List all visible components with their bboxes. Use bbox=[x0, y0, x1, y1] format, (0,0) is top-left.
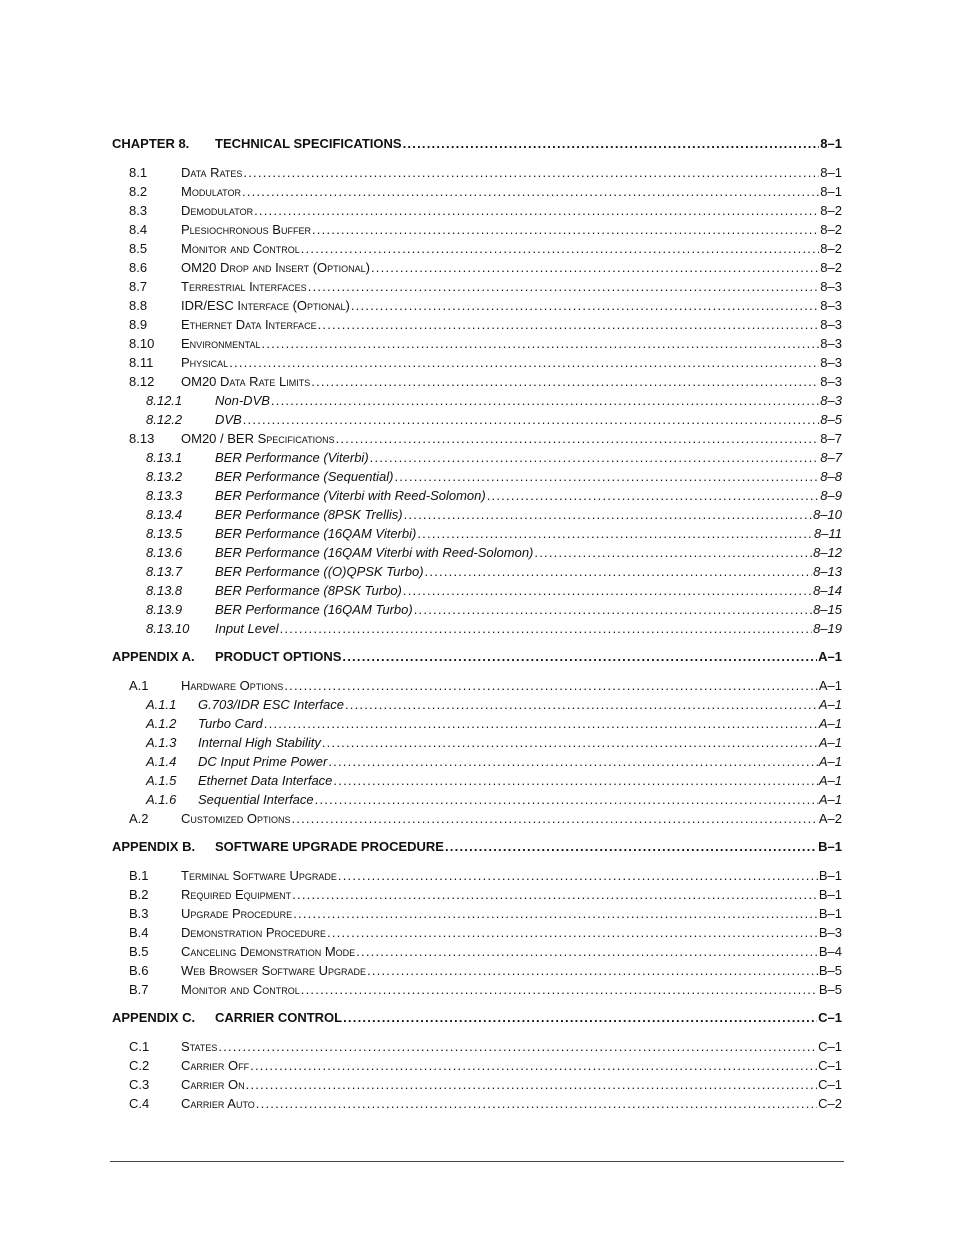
toc-entry-number: B.6 bbox=[129, 963, 149, 978]
toc-entry-page: 8–14 bbox=[813, 583, 842, 598]
toc-entry-page: A–1 bbox=[818, 649, 842, 664]
toc-entry-number: APPENDIX C. bbox=[112, 1010, 196, 1025]
toc-entry-number: B.2 bbox=[129, 887, 149, 902]
toc-entry-page: 8–5 bbox=[820, 412, 842, 427]
toc-entry-page: A–1 bbox=[818, 792, 842, 807]
toc-entry-title: Canceling Demonstration Mode bbox=[181, 944, 356, 959]
toc-entry-title: SOFTWARE UPGRADE PROCEDURE bbox=[215, 839, 444, 854]
dot-leader bbox=[336, 429, 820, 448]
toc-entry-number: 8.6 bbox=[129, 260, 148, 275]
dot-leader bbox=[425, 562, 813, 581]
dot-leader bbox=[218, 1037, 817, 1056]
toc-entry-number: 8.13 bbox=[129, 431, 155, 446]
toc-entry[interactable] bbox=[112, 410, 842, 429]
toc-entry[interactable] bbox=[112, 600, 842, 619]
dot-leader bbox=[403, 581, 812, 600]
toc-entry[interactable] bbox=[112, 1075, 842, 1094]
toc-entry-number: A.1.2 bbox=[146, 716, 177, 731]
toc-entry-number: 8.12.1 bbox=[146, 393, 183, 408]
toc-entry[interactable] bbox=[112, 429, 842, 448]
toc-entry[interactable] bbox=[112, 619, 842, 638]
toc-entry-number: 8.2 bbox=[129, 184, 148, 199]
toc-entry-number: C.4 bbox=[129, 1096, 150, 1111]
toc-entry-title: Data Rates bbox=[181, 165, 243, 180]
toc-entry-number: 8.5 bbox=[129, 241, 148, 256]
dot-leader bbox=[292, 885, 818, 904]
dot-leader bbox=[301, 239, 820, 258]
toc-entry-number: 8.13.1 bbox=[146, 450, 183, 465]
dot-leader bbox=[312, 220, 819, 239]
toc-entry-number: 8.13.7 bbox=[146, 564, 183, 579]
dot-leader bbox=[333, 771, 817, 790]
toc-entry-title: Carrier Off bbox=[181, 1058, 250, 1073]
toc-entry[interactable] bbox=[112, 182, 842, 201]
toc-entry-title: Input Level bbox=[215, 621, 279, 636]
toc-entry[interactable] bbox=[112, 885, 842, 904]
toc-entry-title: Customized Options bbox=[181, 811, 291, 826]
dot-leader bbox=[243, 410, 820, 429]
toc-entry-page: 8–2 bbox=[820, 260, 842, 275]
dot-leader bbox=[318, 315, 820, 334]
toc-entry-title: TECHNICAL SPECIFICATIONS bbox=[215, 136, 402, 151]
toc-entry[interactable] bbox=[112, 296, 842, 315]
toc-entry-number: 8.4 bbox=[129, 222, 148, 237]
toc-entry-title: Hardware Options bbox=[181, 678, 284, 693]
toc-entry-title: Internal High Stability bbox=[198, 735, 321, 750]
toc-entry-title: Upgrade Procedure bbox=[181, 906, 293, 921]
toc-entry-number: 8.13.9 bbox=[146, 602, 183, 617]
toc-entry-number: 8.12 bbox=[129, 374, 155, 389]
toc-entry-title: OM20 Drop and Insert (Optional) bbox=[181, 260, 370, 275]
dot-leader bbox=[284, 676, 818, 695]
dot-leader bbox=[242, 182, 819, 201]
toc-entry[interactable] bbox=[112, 980, 842, 999]
dot-leader bbox=[293, 904, 818, 923]
toc-entry-number: 8.13.6 bbox=[146, 545, 183, 560]
toc-entry-page: C–1 bbox=[818, 1058, 842, 1073]
toc-entry-title: PRODUCT OPTIONS bbox=[215, 649, 342, 664]
toc-entry-title: Terminal Software Upgrade bbox=[181, 868, 337, 883]
toc-entry-number: A.1.5 bbox=[146, 773, 177, 788]
toc-entry[interactable] bbox=[112, 961, 842, 980]
dot-leader bbox=[246, 1075, 818, 1094]
dot-leader bbox=[262, 334, 820, 353]
toc-entry[interactable] bbox=[112, 581, 842, 600]
toc-entry[interactable] bbox=[112, 334, 842, 353]
toc-entry-title: BER Performance (16QAM Viterbi with Reed-Solomon) bbox=[215, 545, 534, 560]
toc-entry-title: G.703/IDR ESC Interface bbox=[198, 697, 344, 712]
dot-leader bbox=[322, 733, 818, 752]
toc-entry-page: B–5 bbox=[818, 982, 842, 997]
toc-entry-title: OM20 Data Rate Limits bbox=[181, 374, 311, 389]
toc-entry-page: 8–3 bbox=[820, 298, 842, 313]
toc-entry-title: IDR/ESC Interface (Optional) bbox=[181, 298, 350, 313]
toc-entry[interactable] bbox=[112, 752, 842, 771]
toc-entry-page: B–1 bbox=[818, 839, 842, 854]
toc-entry-page: 8–8 bbox=[820, 469, 842, 484]
toc-entry-page: C–1 bbox=[818, 1039, 842, 1054]
toc-chapter-entry[interactable] bbox=[112, 647, 842, 667]
toc-entry-title: Monitor and Control bbox=[181, 982, 300, 997]
toc-entry[interactable] bbox=[112, 942, 842, 961]
toc-entry-number: 8.13.4 bbox=[146, 507, 183, 522]
toc-entry[interactable] bbox=[112, 448, 842, 467]
toc-entry[interactable] bbox=[112, 1056, 842, 1075]
toc-entry-number: C.1 bbox=[129, 1039, 150, 1054]
toc-entry-title: Web Browser Software Upgrade bbox=[181, 963, 367, 978]
toc-entry-number: A.1 bbox=[129, 678, 149, 693]
toc-entry[interactable] bbox=[112, 505, 842, 524]
toc-entry-title: BER Performance (16QAM Turbo) bbox=[215, 602, 413, 617]
toc-entry-page: 8–7 bbox=[820, 450, 842, 465]
toc-entry-title: CARRIER CONTROL bbox=[215, 1010, 343, 1025]
toc-entry-title: Carrier On bbox=[181, 1077, 245, 1092]
toc-entry[interactable] bbox=[112, 809, 842, 828]
toc-entry-title: Ethernet Data Interface bbox=[181, 317, 317, 332]
toc-entry-number: 8.13.5 bbox=[146, 526, 183, 541]
table-of-contents bbox=[112, 134, 842, 1113]
toc-entry-page: A–1 bbox=[818, 735, 842, 750]
toc-entry[interactable] bbox=[112, 201, 842, 220]
toc-entry[interactable] bbox=[112, 714, 842, 733]
toc-entry-number: B.4 bbox=[129, 925, 149, 940]
dot-leader bbox=[264, 714, 818, 733]
toc-entry-title: Monitor and Control bbox=[181, 241, 300, 256]
toc-entry-page: C–2 bbox=[818, 1096, 842, 1111]
dot-leader bbox=[254, 201, 819, 220]
toc-entry-title: Plesiochronous Buffer bbox=[181, 222, 311, 237]
toc-entry-number: CHAPTER 8. bbox=[112, 136, 190, 151]
toc-entry[interactable] bbox=[112, 467, 842, 486]
toc-entry-number: 8.8 bbox=[129, 298, 148, 313]
toc-entry-page: B–4 bbox=[818, 944, 842, 959]
toc-entry-title: DC Input Prime Power bbox=[198, 754, 328, 769]
toc-entry-number: A.2 bbox=[129, 811, 149, 826]
toc-entry-page: 8–3 bbox=[820, 279, 842, 294]
toc-entry-title: BER Performance (Viterbi with Reed-Solomon) bbox=[215, 488, 486, 503]
toc-entry-number: A.1.3 bbox=[146, 735, 177, 750]
toc-entry-title: Ethernet Data Interface bbox=[198, 773, 333, 788]
toc-entry-number: C.3 bbox=[129, 1077, 150, 1092]
toc-entry[interactable] bbox=[112, 904, 842, 923]
toc-entry-page: B–3 bbox=[818, 925, 842, 940]
toc-entry[interactable] bbox=[112, 391, 842, 410]
toc-entry[interactable] bbox=[112, 277, 842, 296]
dot-leader bbox=[367, 961, 818, 980]
toc-chapter-entry[interactable] bbox=[112, 1008, 842, 1028]
toc-entry-page: A–1 bbox=[818, 678, 842, 693]
toc-entry-page: C–1 bbox=[818, 1077, 842, 1092]
dot-leader bbox=[280, 619, 812, 638]
dot-leader bbox=[328, 752, 818, 771]
toc-entry[interactable] bbox=[112, 790, 842, 809]
toc-entry-title: BER Performance (8PSK Turbo) bbox=[215, 583, 402, 598]
toc-entry[interactable] bbox=[112, 923, 842, 942]
dot-leader bbox=[356, 942, 818, 961]
dot-leader bbox=[351, 296, 819, 315]
toc-entry-page: A–1 bbox=[818, 716, 842, 731]
toc-entry[interactable] bbox=[112, 771, 842, 790]
toc-entry-page: 8–2 bbox=[820, 222, 842, 237]
toc-entry-page: 8–3 bbox=[820, 355, 842, 370]
dot-leader bbox=[342, 647, 817, 667]
toc-entry[interactable] bbox=[112, 695, 842, 714]
toc-entry-number: APPENDIX B. bbox=[112, 839, 196, 854]
toc-entry-page: B–1 bbox=[818, 868, 842, 883]
footer-rule bbox=[110, 1161, 844, 1162]
toc-entry-number: 8.7 bbox=[129, 279, 148, 294]
toc-entry-page: 8–19 bbox=[813, 621, 842, 636]
dot-leader bbox=[371, 258, 819, 277]
dot-leader bbox=[403, 134, 820, 154]
toc-entry-page: 8–2 bbox=[820, 203, 842, 218]
toc-entry-page: 8–9 bbox=[820, 488, 842, 503]
dot-leader bbox=[487, 486, 820, 505]
toc-entry-page: 8–12 bbox=[813, 545, 842, 560]
toc-entry-title: BER Performance (8PSK Trellis) bbox=[215, 507, 403, 522]
toc-entry-page: A–1 bbox=[818, 697, 842, 712]
toc-entry-page: 8–11 bbox=[814, 526, 842, 541]
toc-entry[interactable] bbox=[112, 163, 842, 182]
toc-entry-page: 8–3 bbox=[820, 336, 842, 351]
toc-entry-title: States bbox=[181, 1039, 218, 1054]
toc-entry[interactable] bbox=[112, 524, 842, 543]
toc-entry-title: DVB bbox=[215, 412, 242, 427]
toc-entry[interactable] bbox=[112, 1037, 842, 1056]
dot-leader bbox=[327, 923, 818, 942]
toc-entry[interactable] bbox=[112, 676, 842, 695]
toc-entry-title: BER Performance (Viterbi) bbox=[215, 450, 369, 465]
toc-entry-page: B–1 bbox=[818, 906, 842, 921]
toc-entry-number: 8.13.3 bbox=[146, 488, 183, 503]
toc-entry-title: OM20 / BER Specifications bbox=[181, 431, 335, 446]
toc-entry-page: 8–2 bbox=[820, 241, 842, 256]
toc-entry-page: 8–3 bbox=[820, 374, 842, 389]
toc-entry-number: B.1 bbox=[129, 868, 149, 883]
toc-entry-number: 8.9 bbox=[129, 317, 148, 332]
toc-entry[interactable] bbox=[112, 543, 842, 562]
toc-entry-page: C–1 bbox=[818, 1010, 842, 1025]
toc-entry[interactable] bbox=[112, 486, 842, 505]
toc-entry[interactable] bbox=[112, 353, 842, 372]
dot-leader bbox=[404, 505, 812, 524]
toc-entry-number: 8.1 bbox=[129, 165, 148, 180]
toc-entry-title: Physical bbox=[181, 355, 229, 370]
dot-leader bbox=[394, 467, 819, 486]
toc-entry-number: B.5 bbox=[129, 944, 149, 959]
toc-entry-page: 8–3 bbox=[820, 317, 842, 332]
toc-entry-page: 8–1 bbox=[820, 165, 842, 180]
dot-leader bbox=[291, 809, 817, 828]
toc-entry-page: 8–1 bbox=[820, 136, 842, 151]
toc-entry-title: Modulator bbox=[181, 184, 242, 199]
toc-entry[interactable] bbox=[112, 866, 842, 885]
dot-leader bbox=[271, 391, 819, 410]
toc-entry-title: Demonstration Procedure bbox=[181, 925, 327, 940]
toc-entry-number: 8.3 bbox=[129, 203, 148, 218]
toc-entry[interactable] bbox=[112, 315, 842, 334]
toc-entry-page: 8–7 bbox=[820, 431, 842, 446]
toc-entry-number: 8.13.2 bbox=[146, 469, 183, 484]
toc-entry[interactable] bbox=[112, 733, 842, 752]
toc-entry-number: 8.12.2 bbox=[146, 412, 183, 427]
dot-leader bbox=[250, 1056, 817, 1075]
toc-entry-number: B.3 bbox=[129, 906, 149, 921]
toc-entry-title: Carrier Auto bbox=[181, 1096, 255, 1111]
toc-entry-page: 8–3 bbox=[820, 393, 842, 408]
toc-entry-number: 8.11 bbox=[129, 355, 154, 370]
dot-leader bbox=[445, 837, 817, 857]
toc-entry-page: B–5 bbox=[818, 963, 842, 978]
dot-leader bbox=[229, 353, 819, 372]
dot-leader bbox=[315, 790, 818, 809]
toc-entry-number: B.7 bbox=[129, 982, 149, 997]
toc-entry-title: BER Performance (Sequential) bbox=[215, 469, 394, 484]
toc-entry-page: 8–13 bbox=[813, 564, 842, 579]
dot-leader bbox=[256, 1094, 817, 1113]
toc-entry-number: 8.13.8 bbox=[146, 583, 183, 598]
toc-entry-title: BER Performance ((O)QPSK Turbo) bbox=[215, 564, 424, 579]
toc-entry-title: Demodulator bbox=[181, 203, 254, 218]
toc-entry-page: A–1 bbox=[818, 754, 842, 769]
toc-chapter-entry[interactable] bbox=[112, 134, 842, 154]
toc-entry[interactable] bbox=[112, 562, 842, 581]
toc-entry-page: 8–10 bbox=[813, 507, 842, 522]
toc-entry-number: 8.10 bbox=[129, 336, 155, 351]
toc-entry[interactable] bbox=[112, 239, 842, 258]
dot-leader bbox=[301, 980, 818, 999]
toc-entry[interactable] bbox=[112, 1094, 842, 1113]
toc-entry-number: A.1.6 bbox=[146, 792, 177, 807]
toc-chapter-entry[interactable] bbox=[112, 837, 842, 857]
dot-leader bbox=[311, 372, 819, 391]
toc-entry-number: A.1.1 bbox=[146, 697, 177, 712]
toc-entry-number: C.2 bbox=[129, 1058, 150, 1073]
toc-entry-page: 8–1 bbox=[820, 184, 842, 199]
toc-entry-number: 8.13.10 bbox=[146, 621, 190, 636]
toc-entry[interactable] bbox=[112, 258, 842, 277]
toc-entry-title: Terrestrial Interfaces bbox=[181, 279, 307, 294]
toc-entry-page: 8–15 bbox=[813, 602, 842, 617]
dot-leader bbox=[534, 543, 812, 562]
dot-leader bbox=[308, 277, 820, 296]
toc-entry-page: A–2 bbox=[818, 811, 842, 826]
toc-entry-number: APPENDIX A. bbox=[112, 649, 195, 664]
dot-leader bbox=[370, 448, 820, 467]
dot-leader bbox=[338, 866, 818, 885]
dot-leader bbox=[243, 163, 819, 182]
toc-entry-title: Sequential Interface bbox=[198, 792, 314, 807]
dot-leader bbox=[417, 524, 813, 543]
toc-entry-number: A.1.4 bbox=[146, 754, 177, 769]
toc-entry[interactable] bbox=[112, 220, 842, 239]
toc-entry[interactable] bbox=[112, 372, 842, 391]
dot-leader bbox=[343, 1008, 817, 1028]
dot-leader bbox=[414, 600, 812, 619]
toc-entry-title: BER Performance (16QAM Viterbi) bbox=[215, 526, 417, 541]
toc-entry-title: Required Equipment bbox=[181, 887, 292, 902]
toc-entry-page: B–1 bbox=[818, 887, 842, 902]
toc-entry-title: Environmental bbox=[181, 336, 261, 351]
dot-leader bbox=[345, 695, 818, 714]
toc-entry-page: A–1 bbox=[818, 773, 842, 788]
toc-entry-title: Turbo Card bbox=[198, 716, 263, 731]
toc-entry-title: Non-DVB bbox=[215, 393, 270, 408]
